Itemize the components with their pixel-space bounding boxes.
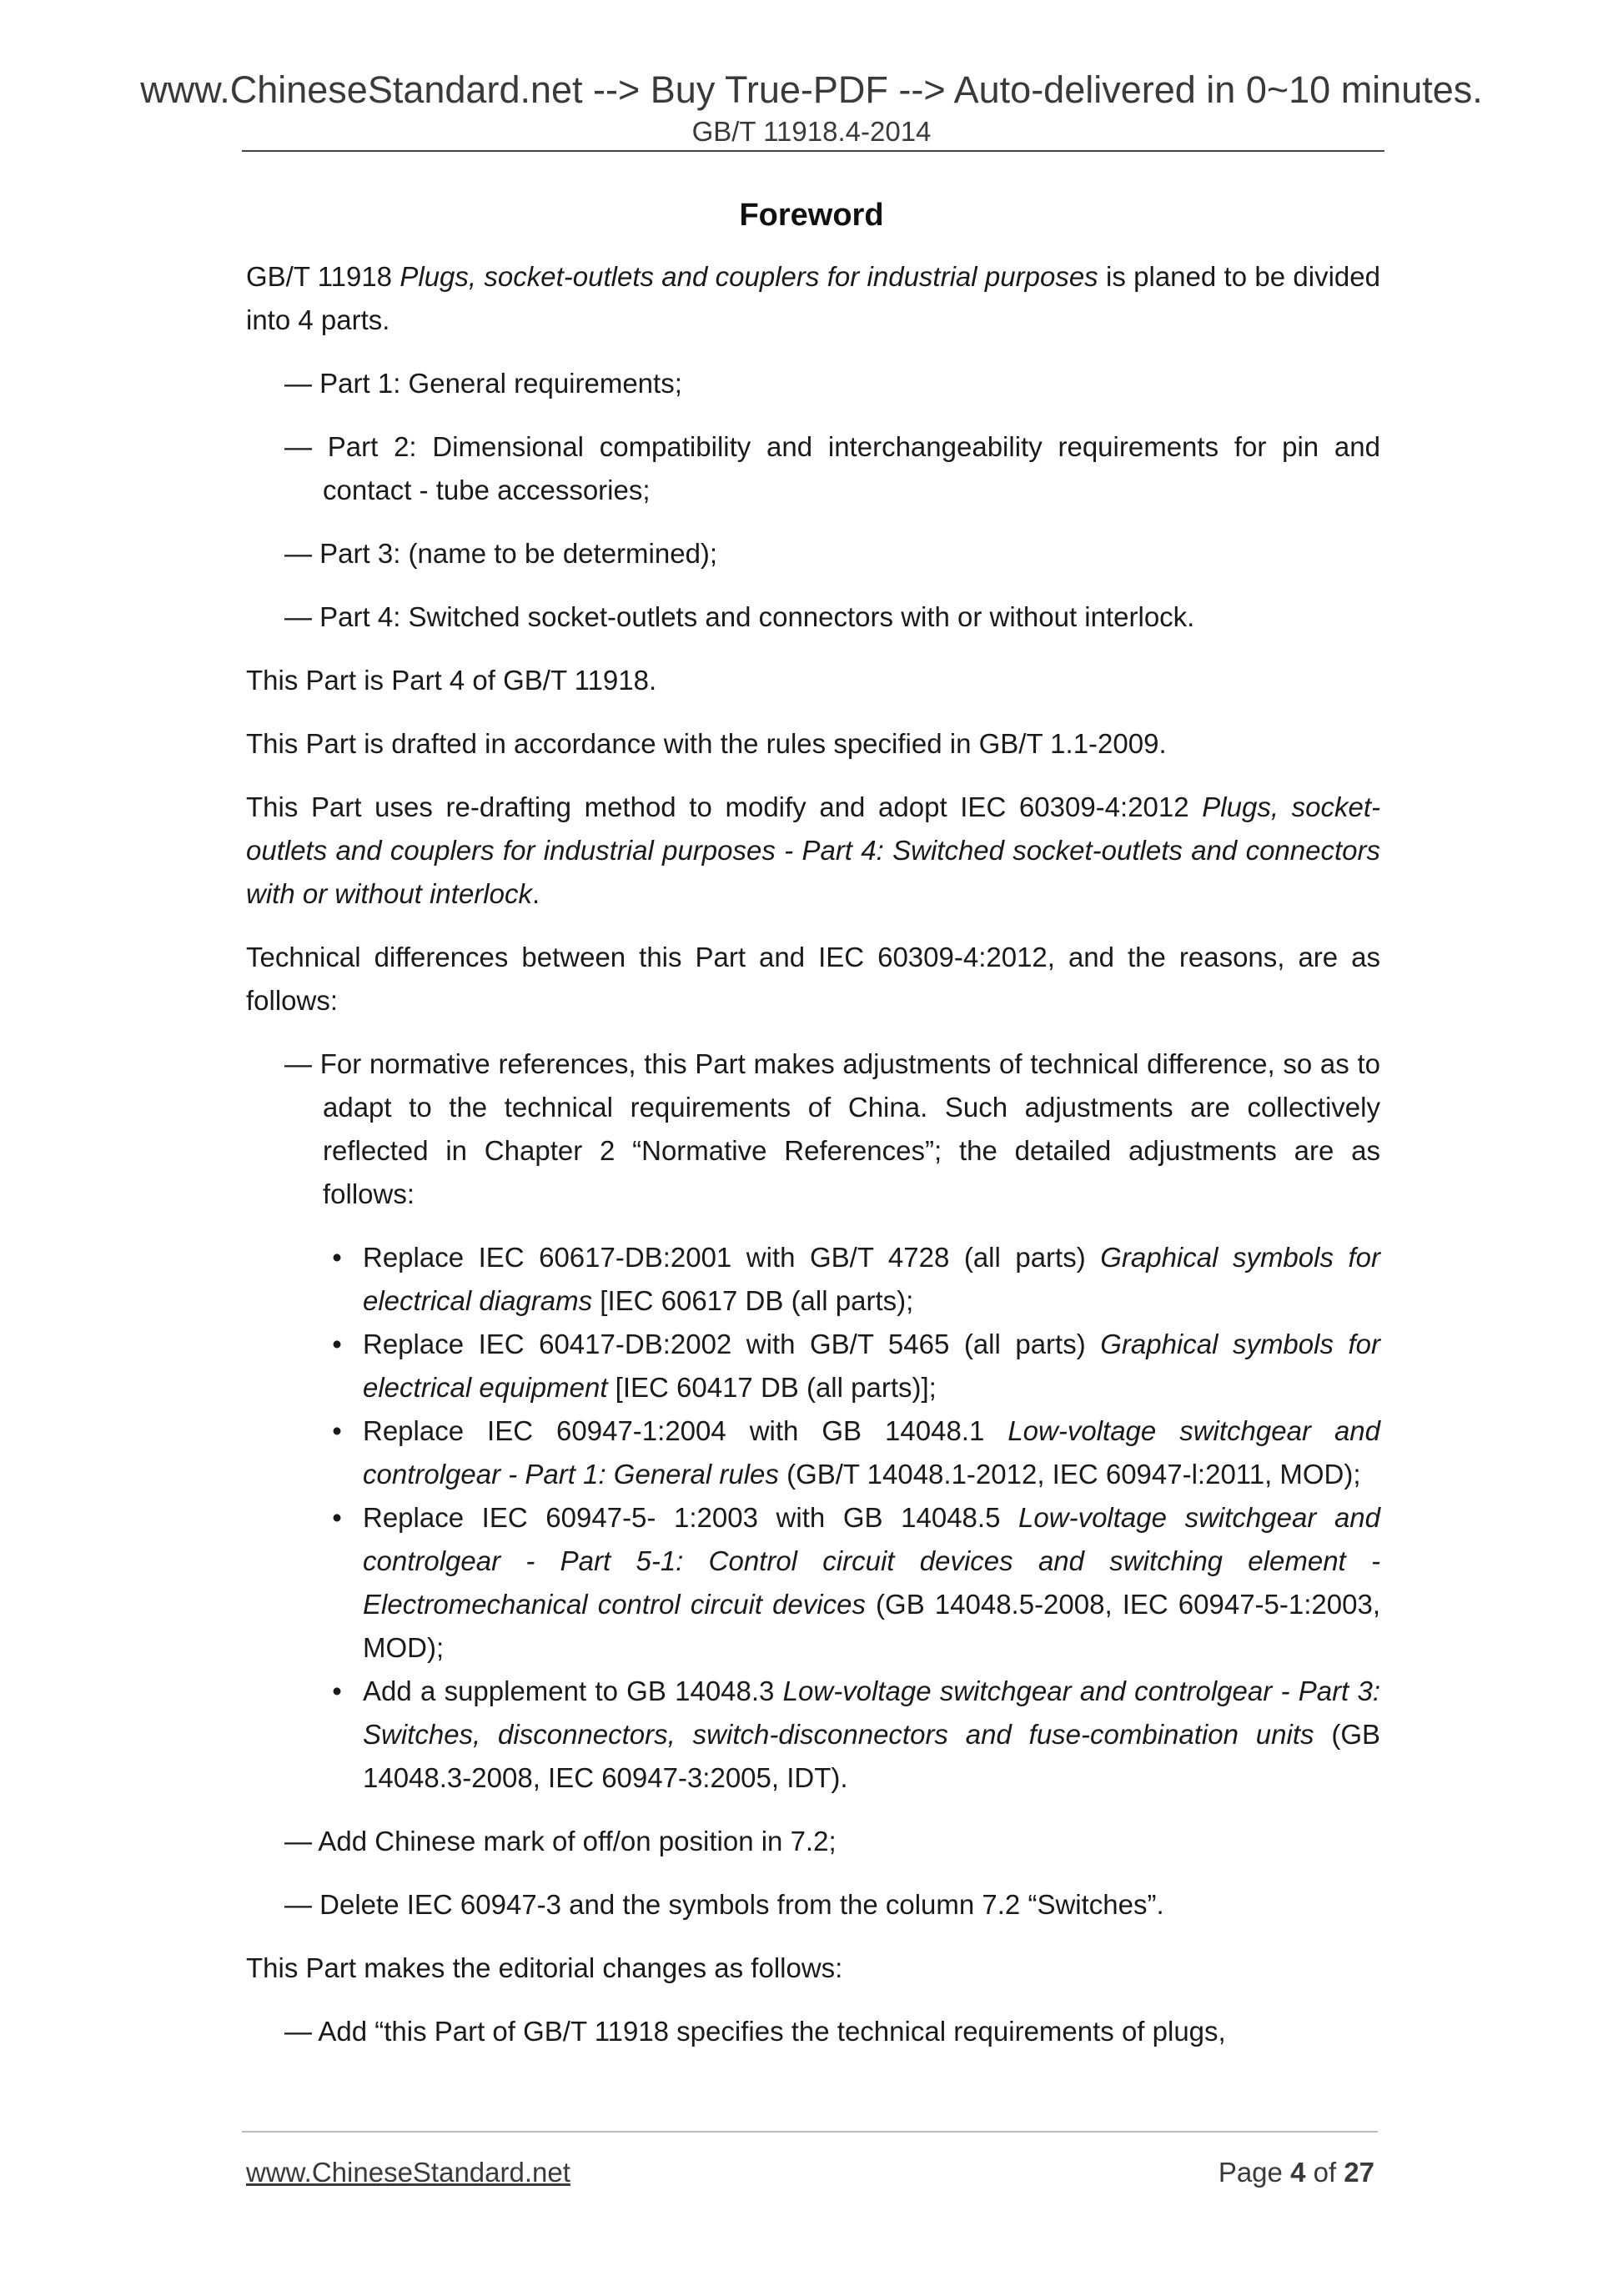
editorial-paragraph: This Part makes the editorial changes as follows:: [246, 1952, 843, 1983]
bullet-icon: •: [332, 1502, 342, 1533]
page-number: [1219, 2154, 1374, 2191]
replacement-item: [246, 1670, 1380, 1800]
footer-site-link[interactable]: www.ChineseStandard.net: [246, 2157, 570, 2188]
bullet-icon: •: [332, 1676, 342, 1706]
part-item: — Part 3: (name to be determined);: [284, 538, 718, 569]
standard-code: GB/T 11918.4-2014: [691, 116, 932, 147]
chinese-mark-item: — Add Chinese mark of off/on position in 7.2;: [284, 1826, 837, 1856]
drafted-paragraph: This Part is drafted in accordance with the rules specified in GB/T 1.1-2009.: [246, 728, 1167, 759]
replacement-prefix: Replace IEC 60947-1:2004 with GB 14048.1: [363, 1415, 1008, 1446]
replacement-suffix: (GB 14048.3-2008, IEC 60947-3:2005, IDT).: [363, 1719, 1380, 1793]
intro-paragraph: [246, 255, 1380, 342]
replacement-prefix: Replace IEC 60947-5- 1:2003 with GB 14048.5: [363, 1502, 1019, 1533]
bullet-icon: •: [332, 1329, 342, 1359]
replacement-suffix: (GB/T 14048.1-2012, IEC 60947-l:2011, MOD);: [778, 1459, 1361, 1490]
part-item: — Part 2: Dimensional compatibility and interchangeability requirements for pin and contact - tube accessories;: [284, 431, 1380, 505]
delete-item: — Delete IEC 60947-3 and the symbols from the column 7.2 “Switches”.: [284, 1889, 1164, 1920]
page-of: of: [1305, 2157, 1344, 2188]
replacement-title: Low-voltage switchgear and controlgear - Part 5-1: Control circuit devices and switching element - Electromechanical control circuit devices: [363, 1502, 1380, 1620]
part-item: — Part 1: General requirements;: [284, 368, 682, 399]
document-body: [246, 255, 1380, 2073]
part4-paragraph: This Part is Part 4 of GB/T 11918.: [246, 665, 657, 696]
replacement-title: Graphical symbols for electrical diagrams: [363, 1242, 1380, 1316]
replacement-item: [246, 1496, 1380, 1670]
site-banner: www.ChineseStandard.net --> Buy True-PDF --> Auto-delivered in 0~10 minutes.: [140, 68, 1483, 111]
part-item: — Part 4: Switched socket-outlets and connectors with or without interlock.: [284, 601, 1195, 632]
page-total: 27: [1344, 2157, 1374, 2188]
intro-title: Plugs, socket-outlets and couplers for industrial purposes: [399, 261, 1098, 292]
replacement-title: Low-voltage switchgear and controlgear - Part 3: Switches, disconnectors, switch-disconnectors and fuse-combination units: [363, 1676, 1380, 1750]
intro-suffix: is planed to be divided into 4 parts.: [246, 261, 1380, 335]
normative-references-item: — For normative references, this Part makes adjustments of technical difference, so as to adapt to the technical requirements of China. Such adjustments are collectively reflected in Chapter 2 “Normative References”; the detailed adjustments are as follows:: [284, 1048, 1380, 1209]
technical-differences-paragraph: Technical differences between this Part and IEC 60309-4:2012, and the reasons, are as follows:: [246, 942, 1380, 1016]
replacement-item: [246, 1236, 1380, 1323]
page-title: Foreword: [739, 198, 884, 233]
replacement-prefix: Replace IEC 60617-DB:2001 with GB/T 4728 (all parts): [363, 1242, 1101, 1273]
bullet-icon: •: [332, 1242, 342, 1273]
replacement-prefix: Replace IEC 60417-DB:2002 with GB/T 5465 (all parts): [363, 1329, 1101, 1359]
bullet-icon: •: [332, 1415, 342, 1446]
iec-paragraph: [246, 786, 1380, 916]
iec-title: Plugs, socket-outlets and couplers for industrial purposes - Part 4: Switched socket-outlets and connectors with or without interlock: [246, 791, 1380, 909]
replacement-suffix: (GB 14048.5-2008, IEC 60947-5-1:2003, MOD);: [363, 1589, 1380, 1663]
replacement-list: [246, 1236, 1380, 1800]
editorial-item: — Add “this Part of GB/T 11918 specifies the technical requirements of plugs,: [284, 2016, 1226, 2047]
intro-prefix: GB/T 11918: [246, 261, 400, 292]
replacement-item: [246, 1323, 1380, 1409]
replacement-title: Graphical symbols for electrical equipment: [363, 1329, 1380, 1403]
page-prefix: Page: [1218, 2157, 1291, 2188]
replacement-title: Low-voltage switchgear and controlgear - Part 1: General rules: [363, 1415, 1381, 1490]
footer-rule: [242, 2131, 1378, 2133]
replacement-prefix: Add a supplement to GB 14048.3: [363, 1676, 783, 1706]
header-rule: [242, 150, 1384, 152]
iec-suffix: .: [531, 878, 540, 909]
replacement-suffix: [IEC 60417 DB (all parts)];: [607, 1372, 937, 1403]
replacement-suffix: [IEC 60617 DB (all parts);: [592, 1285, 914, 1316]
iec-prefix: This Part uses re-drafting method to modify and adopt IEC 60309-4:2012: [246, 791, 1203, 822]
page-current: 4: [1290, 2157, 1306, 2188]
replacement-item: [246, 1409, 1380, 1496]
